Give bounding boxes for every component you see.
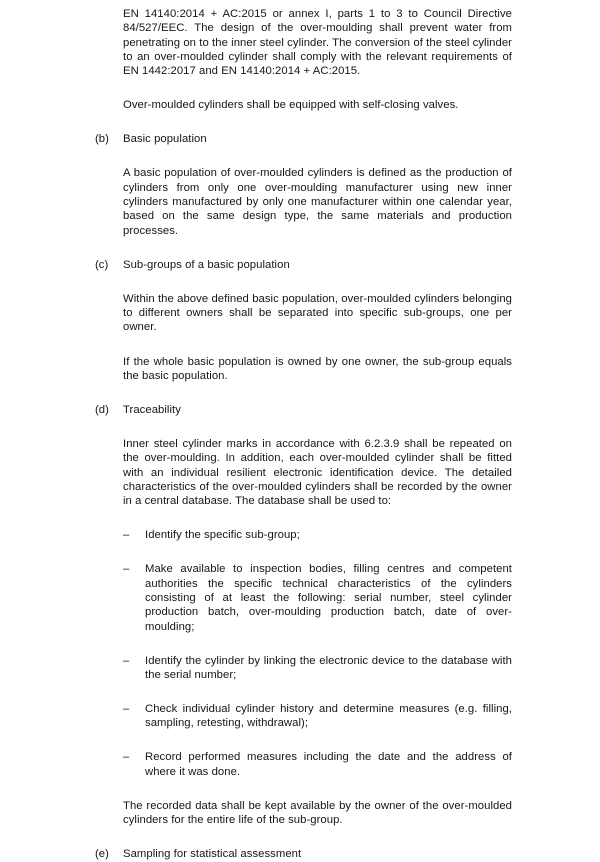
- letter-label-d: (d): [95, 403, 109, 416]
- paragraph-sub-group-equals: If the whole basic population is owned by one owner, the sub-group equals the basic population.: [123, 355, 512, 382]
- content-column: [95, 7, 512, 862]
- letter-item-b: [95, 132, 512, 146]
- dash-bullet: –: [123, 654, 130, 667]
- paragraph-recorded-data: The recorded data shall be kept available by the owner of the over-moulded cylinders for the entire life of the sub-group.: [123, 799, 512, 827]
- letter-item-c: [95, 258, 512, 272]
- paragraph-valves: Over-moulded cylinders shall be equipped with self-closing valves.: [123, 99, 459, 112]
- dash-item-text: Identify the cylinder by linking the electronic device to the database with the serial number;: [145, 654, 512, 681]
- dash-bullet: –: [123, 703, 130, 716]
- letter-title-sampling: Sampling for statistical assessment: [123, 848, 302, 861]
- paragraph-standards: EN 14140:2014 + AC:2015 or annex I, parts 1 to 3 to Council Directive 84/527/EEC. The design of the over-moulding shall prevent water from penetrating on to the inner steel cylinder. The conversion of the steel cylinder to an over-moulded cylinder shall comply with the relevant requirements of EN 1442:2017 and EN 14140:2014 + AC:2015.: [123, 8, 512, 78]
- paragraph-basic-population: A basic population of over-moulded cylinders is defined as the production of cylinders from only one over-moulding manufacturer using new inner cylinders manufactured by only one manufacturer within one calendar year, based on the same design type, the same materials and production processes.: [123, 167, 512, 237]
- letter-label-e: (e): [95, 848, 109, 861]
- dash-item-text: Record performed measures including the date and the address of where it was done.: [145, 751, 512, 778]
- paragraph-traceability: Inner steel cylinder marks in accordance with 6.2.3.9 shall be repeated on the over-moulding. In addition, each over-moulded cylinder shall be fitted with an individual resilient electronic identification device. The detailed characteristics of the over-moulded cylinders shall be recorded by the owner in a central database. The database shall be used to:: [123, 438, 512, 508]
- dash-item-text: Make available to inspection bodies, filling centres and competent authorities the specific technical characteristics of the cylinders consisting of at least the following: serial number, steel cylinder production batch, over-moulding production batch, date of over-moulding;: [145, 563, 512, 633]
- letter-title-basic-population: Basic population: [123, 133, 207, 146]
- letter-title-sub-groups: Sub-groups of a basic population: [123, 258, 290, 271]
- letter-item-d: [95, 403, 512, 417]
- letter-item-e: [95, 847, 512, 861]
- letter-title-traceability: Traceability: [123, 403, 181, 416]
- dash-bullet: –: [123, 751, 130, 764]
- dash-item-make-available: [123, 562, 512, 633]
- dash-item-text: Check individual cylinder history and determine measures (e.g. filling, sampling, retesting, withdrawal);: [145, 703, 512, 730]
- dash-bullet: –: [123, 529, 130, 542]
- dash-item-record-measures: [123, 750, 512, 779]
- paragraph-sub-groups-owners: Within the above defined basic population, over-moulded cylinders belonging to different owners shall be separated into specific sub-groups, one per owner.: [123, 292, 512, 334]
- dash-bullet: –: [123, 563, 130, 576]
- dash-item-identify-cylinder: [123, 654, 512, 683]
- dash-item-identify-sub-group: [123, 528, 512, 542]
- dash-item-check-history: [123, 702, 512, 731]
- dash-item-text: Identify the specific sub-group;: [145, 529, 300, 542]
- letter-label-b: (b): [95, 133, 109, 146]
- letter-label-c: (c): [95, 258, 109, 271]
